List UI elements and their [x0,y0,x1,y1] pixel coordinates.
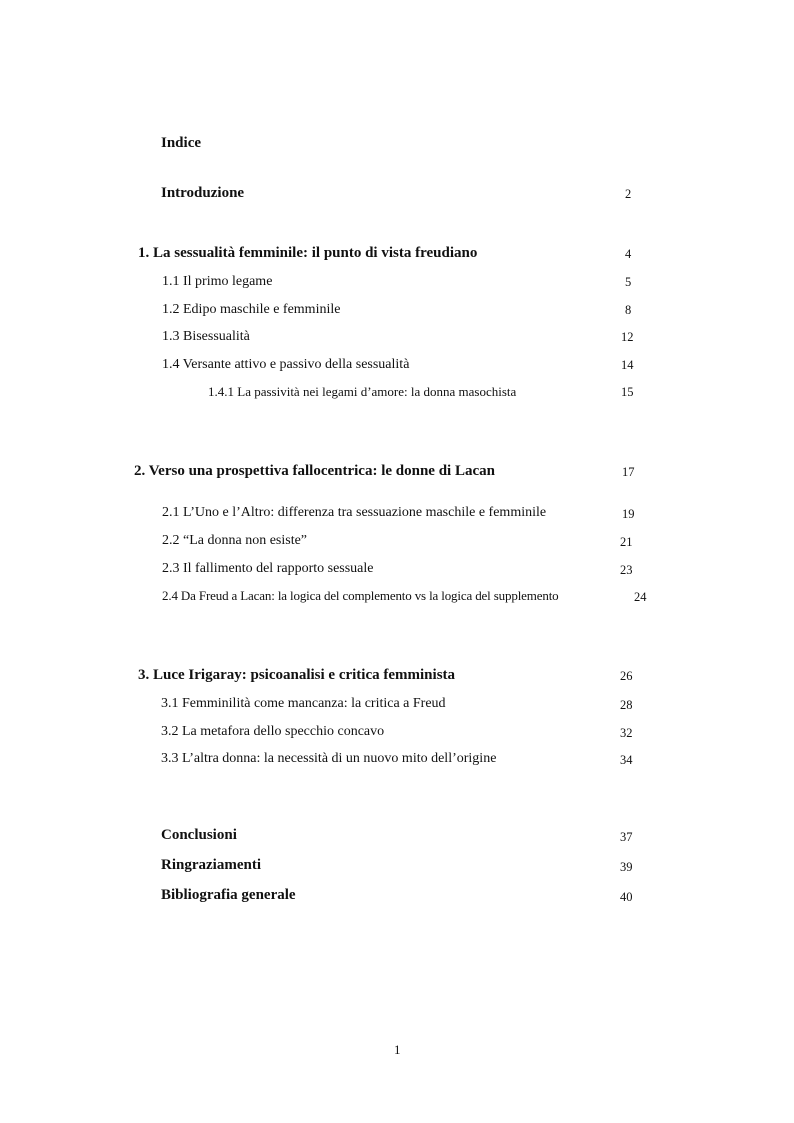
toc-section-1-3: 1.3 Bisessualità [162,329,250,344]
toc-entry-introduzione: Introduzione [161,185,245,201]
toc-section-2-1: 2.1 L’Uno e l’Altro: differenza tra sessuazione maschile e femminile [162,505,547,520]
toc-page-1-1: 5 [625,275,632,289]
page-number: 1 [394,1042,401,1057]
toc-page-3-2: 32 [620,726,633,740]
toc-page-2-3: 23 [620,563,633,577]
toc-page-conclusioni: 37 [620,830,633,844]
toc-page-1-4: 14 [621,358,634,372]
toc-page-1-4-1: 15 [621,385,634,399]
toc-section-1-1: 1.1 Il primo legame [162,274,273,289]
toc-section-3-1: 3.1 Femminilità come mancanza: la critica a Freud [161,696,446,711]
toc-page-bibliografia: 40 [620,890,633,904]
toc-page-chapter-2: 17 [622,465,635,479]
toc-page-1-2: 8 [625,303,632,317]
toc-chapter-2: 2. Verso una prospettiva fallocentrica: le donne di Lacan [134,463,495,479]
toc-page-ringraziamenti: 39 [620,860,633,874]
toc-title: Indice [161,135,202,151]
toc-section-3-2: 3.2 La metafora dello specchio concavo [161,724,385,739]
toc-chapter-3: 3. Luce Irigaray: psicoanalisi e critica femminista [138,667,456,683]
toc-entry-bibliografia: Bibliografia generale [161,887,296,903]
toc-section-1-2: 1.2 Edipo maschile e femminile [162,302,341,317]
toc-section-1-4: 1.4 Versante attivo e passivo della sessualità [162,357,410,372]
toc-page-1-3: 12 [621,330,634,344]
toc-entry-conclusioni: Conclusioni [161,827,237,843]
toc-page-introduzione: 2 [625,187,632,201]
toc-chapter-1: 1. La sessualità femminile: il punto di vista freudiano [138,245,478,261]
toc-page-2-2: 21 [620,535,633,549]
toc-section-3-3: 3.3 L’altra donna: la necessità di un nuovo mito dell’origine [161,751,497,766]
toc-page-chapter-1: 4 [625,247,632,261]
toc-page-chapter-3: 26 [620,669,633,683]
toc-page-2-4: 24 [634,590,647,604]
toc-page-2-1: 19 [622,507,635,521]
toc-page-3-3: 34 [620,753,633,767]
toc-section-2-2: 2.2 “La donna non esiste” [162,533,308,548]
toc-section-2-4: 2.4 Da Freud a Lacan: la logica del complemento vs la logica del supplemento [162,588,559,603]
toc-page-3-1: 28 [620,698,633,712]
toc-section-2-3: 2.3 Il fallimento del rapporto sessuale [162,561,374,576]
toc-subsection-1-4-1: 1.4.1 La passività nei legami d’amore: la donna masochista [208,384,517,399]
toc-entry-ringraziamenti: Ringraziamenti [161,857,261,873]
